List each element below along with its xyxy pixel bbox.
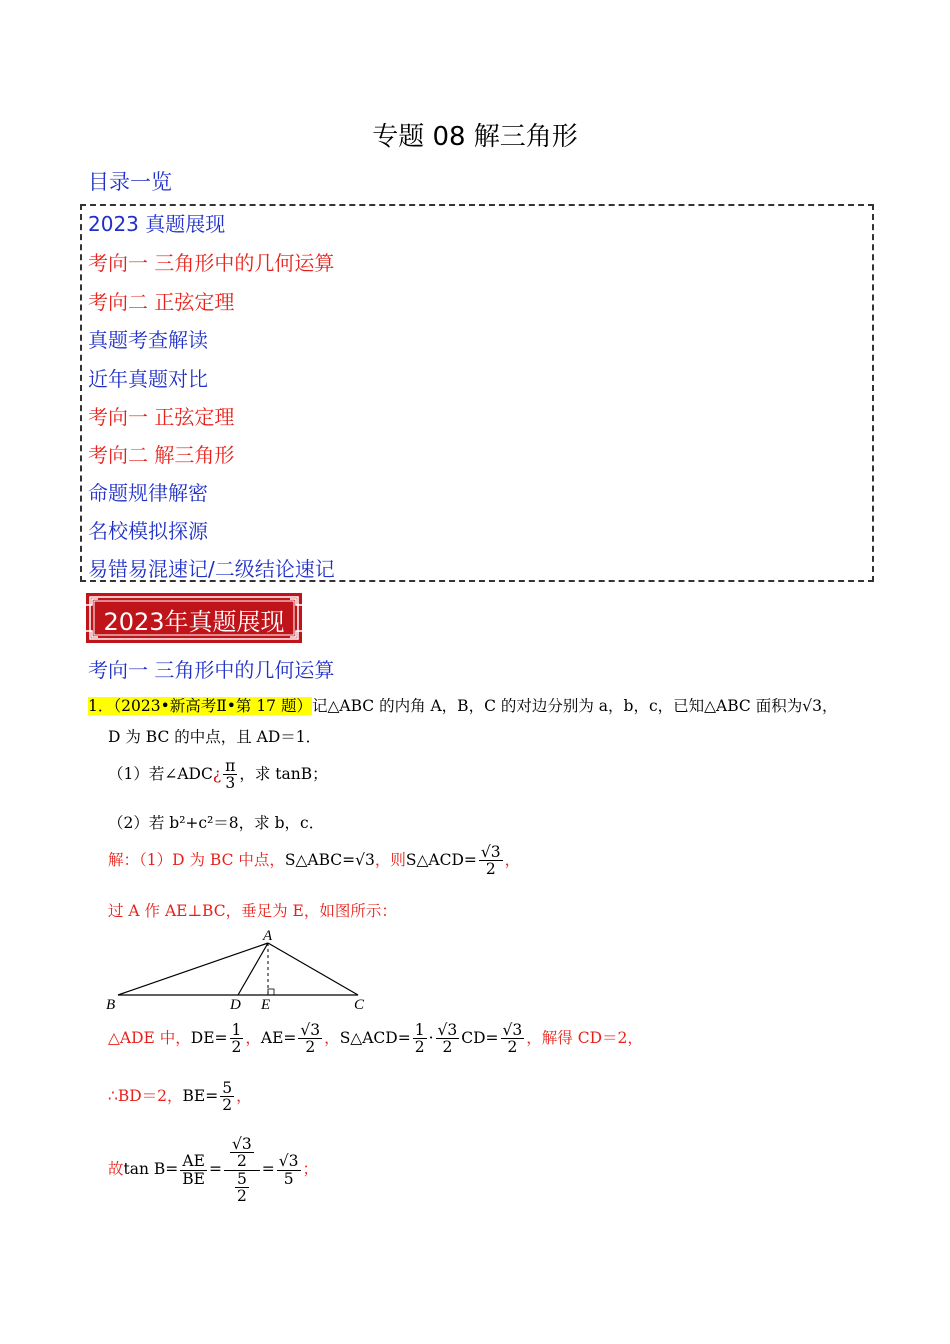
s4-prefix: ∴BD＝2， [108, 1086, 183, 1105]
banner-text: 2023年真题展现 [103, 608, 285, 636]
s3-cd: CD= [461, 1028, 499, 1047]
s3-s: S△ACD= [339, 1028, 411, 1047]
solution-line-4 [108, 1080, 252, 1114]
s5-be: BE [182, 1169, 205, 1188]
toc-item[interactable]: 真题考查解读 [88, 328, 208, 352]
toc-item[interactable]: 名校模拟探源 [88, 519, 208, 543]
s5-res-num: √3 [278, 1152, 299, 1171]
s3-de-den: 2 [231, 1038, 242, 1057]
s4-be-den: 2 [222, 1096, 233, 1115]
s3-de-num: 1 [231, 1021, 242, 1039]
s1-mid: ，则 [374, 850, 406, 869]
s3-cd-num: √3 [502, 1021, 523, 1039]
label-e: E [261, 997, 271, 1013]
q1-prefix: （1）若∠ADC [108, 764, 213, 783]
s3-s-n2: √3 [437, 1021, 458, 1039]
s3-s-d1: 2 [414, 1038, 425, 1057]
solution-line-5: 故tan B= $\frac{AE}{BE}$ = $\frac{\frac{√3}{2}}{\frac{5}{2}}$ = $\frac{√3}{5}$ ； [108, 1135, 319, 1205]
toc-box [80, 204, 874, 582]
right-angle-mark [268, 989, 274, 995]
segment-ac [268, 943, 358, 995]
problem-line-1 [88, 694, 837, 716]
s3-tail: ，解得 CD＝2， [526, 1028, 643, 1047]
s5-result-frac [277, 1153, 301, 1187]
problem-stem-a: 记△ABC 的内角 A，B，C 的对边分别为 a，b，c，已知△ABC 面积为√3， [311, 697, 838, 715]
s3-de-frac [230, 1022, 244, 1056]
q1-suffix: ，求 tanB； [239, 764, 328, 783]
problem-number: 1． [88, 697, 114, 715]
s5-res-den: 5 [283, 1169, 294, 1188]
q1-num: π [225, 757, 236, 775]
s3-s-frac2 [436, 1022, 460, 1056]
s5-tan: tan B= [123, 1160, 179, 1179]
s1-tail: ， [504, 850, 521, 869]
s1-prefix: 解：（1）D 为 BC 中点， [108, 850, 285, 869]
toc-item[interactable]: 考向一 正弦定理 [88, 405, 235, 429]
s1-math2-left: S△ACD= [405, 850, 477, 869]
s5-top-den: 2 [236, 1152, 247, 1171]
s4-be-num: 5 [222, 1079, 233, 1097]
solution-line-3: △ADE 中，DE= $\frac{1}{2}$ ，AE= $\frac{√3}{2}$ ，S△ACD= $\frac{1}{2}$ · $\frac{√3}{2}$ CD= $\frac{√3}{2}$ ，解得 CD＝2， [108, 1021, 643, 1057]
s3-cd-frac [501, 1022, 525, 1056]
s5-top-frac [230, 1136, 254, 1170]
segment-ab [118, 943, 268, 995]
s3-prefix: △ADE 中， [108, 1028, 191, 1047]
section-banner [86, 593, 302, 643]
label-a: A [263, 928, 273, 944]
s5-tail: ； [302, 1160, 319, 1179]
toc-item[interactable]: 考向二 正弦定理 [88, 290, 235, 314]
s5-bot-num: 5 [236, 1169, 247, 1188]
s4-tail: ， [236, 1086, 252, 1105]
toc-item[interactable]: 考向二 解三角形 [88, 443, 235, 467]
s5-ratio [180, 1153, 207, 1187]
toc-item[interactable]: 命题规律解密 [88, 481, 208, 505]
problem-q1 [108, 758, 328, 792]
s4-be: BE= [182, 1086, 219, 1105]
segment-ad [238, 943, 268, 995]
problem-stem-b: D 为 BC 的中点，且 AD＝1． [108, 728, 322, 746]
s5-compound-frac [224, 1136, 260, 1204]
s1-frac-den: 2 [485, 860, 496, 879]
label-c: C [354, 997, 365, 1013]
q1-fraction [223, 758, 237, 792]
s3-ae-frac [298, 1022, 322, 1056]
solution-line-2: 过 A 作 AE⊥BC，垂足为 E，如图所示： [108, 902, 397, 920]
s5-top-num: √3 [232, 1135, 252, 1153]
s3-cd-den: 2 [507, 1038, 518, 1057]
s3-s-d2: 2 [442, 1038, 453, 1057]
s3-ae: AE= [260, 1028, 297, 1047]
section-heading: 考向一 三角形中的几何运算 [88, 658, 335, 682]
s4-be-frac [220, 1080, 234, 1114]
toc-item[interactable]: 2023 真题展现 [88, 212, 226, 236]
page-title: 专题 08 解三角形 [372, 122, 578, 152]
s3-de: DE= [190, 1028, 228, 1047]
problem-q2: （2）若 b²+c²＝8，求 b，c． [108, 814, 325, 832]
label-b: B [106, 997, 116, 1013]
problem-source: （2023•新高考Ⅱ•第 17 题） [113, 697, 312, 715]
toc-heading: 目录一览 [88, 170, 172, 194]
s5-prefix: 故 [108, 1160, 124, 1179]
q1-den: 3 [225, 774, 236, 793]
s3-ae-den: 2 [305, 1038, 316, 1057]
q1-glyph: ¿ [212, 764, 222, 783]
s3-s-n1: 1 [414, 1021, 425, 1039]
s3-s-frac1 [413, 1022, 427, 1056]
solution-line-1 [108, 844, 520, 878]
toc-item[interactable]: 易错易混速记/二级结论速记 [88, 557, 335, 581]
s5-bot-frac [235, 1171, 249, 1205]
toc-item[interactable]: 考向一 三角形中的几何运算 [88, 251, 335, 275]
label-d: D [230, 997, 241, 1013]
s1-math1: S△ABC=√3 [284, 850, 375, 869]
s1-frac-num: √3 [480, 843, 501, 861]
s5-ae: AE [182, 1152, 205, 1171]
toc-item[interactable]: 近年真题对比 [88, 367, 208, 391]
s1-fraction [479, 844, 503, 878]
triangle-figure [100, 925, 390, 1015]
s5-bot-den: 2 [236, 1186, 247, 1205]
s3-ae-num: √3 [300, 1021, 321, 1039]
